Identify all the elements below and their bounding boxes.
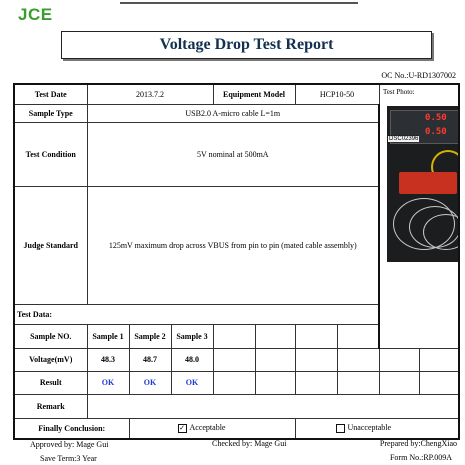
acceptable-checkbox[interactable]: ✓ [179, 424, 185, 433]
voltage-value: 48.0 [171, 348, 213, 371]
test-board-image [399, 172, 457, 194]
oc-number: OC No.:U-RD1307002 [381, 71, 456, 80]
psu-display-1: 0.50 [425, 113, 447, 123]
unacceptable-label: Unacceptable [347, 423, 392, 433]
acceptable-option[interactable] [129, 418, 295, 439]
empty-cell [255, 371, 295, 394]
result-value: OK [87, 371, 129, 394]
sample-header: Sample 1 [87, 324, 129, 348]
prepared-by: Prepared by:ChengXiao [379, 439, 457, 448]
empty-cell [295, 324, 337, 348]
result-value: OK [171, 371, 213, 394]
empty-cell [213, 324, 255, 348]
unacceptable-checkbox[interactable] [336, 424, 345, 433]
test-photo-cell [379, 84, 459, 348]
voltage-value: 48.3 [87, 348, 129, 371]
empty-cell [213, 348, 255, 371]
voltage-value: 48.7 [129, 348, 171, 371]
empty-cell [379, 348, 419, 371]
equipment-model-value: HCP10-50 [295, 84, 379, 104]
company-logo: JCE [18, 5, 53, 24]
empty-cell [337, 324, 379, 348]
result-value: OK [129, 371, 171, 394]
empty-cell [337, 348, 379, 371]
remark-label: Remark [14, 394, 87, 418]
remark-value [87, 394, 459, 418]
judge-standard-label: Judge Standard [14, 186, 87, 304]
result-label: Result [14, 371, 87, 394]
empty-cell [255, 324, 295, 348]
unacceptable-option[interactable] [295, 418, 459, 439]
voltage-label: Voltage(mV) [14, 348, 87, 371]
test-photo-label: Test Photo: [383, 88, 415, 96]
empty-cell [255, 348, 295, 371]
empty-cell [337, 371, 379, 394]
test-data-label: Test Data: [14, 304, 379, 324]
photo-tag: DSC02396 [389, 136, 419, 142]
test-date-value: 2013.7.2 [87, 84, 213, 104]
conclusion-label: Finally Conclusion: [14, 418, 129, 439]
test-condition-label: Test Condition [14, 122, 87, 186]
test-condition-value: 5V nominal at 500mA [87, 122, 379, 186]
checked-by: Checked by: Mage Gui [212, 439, 287, 448]
equipment-model-label: Equipment Model [213, 84, 295, 104]
judge-standard-value: 125mV maximum drop across VBUS from pin to pin (mated cable assembly) [87, 186, 379, 304]
acceptable-label: Acceptable [189, 423, 226, 433]
report-title: Voltage Drop Test Report [61, 31, 432, 59]
psu-display-2: 0.50 [425, 127, 447, 137]
empty-cell [295, 371, 337, 394]
test-photo [387, 106, 459, 262]
empty-cell [379, 371, 419, 394]
header-divider [120, 2, 358, 4]
sample-header: Sample 3 [171, 324, 213, 348]
sample-type-label: Sample Type [14, 104, 87, 122]
report-table [13, 83, 460, 440]
test-date-label: Test Date [14, 84, 87, 104]
sample-header: Sample 2 [129, 324, 171, 348]
approved-by: Approved by: Mage Gui [30, 440, 109, 449]
form-number: Form No.:RP.009A [389, 453, 452, 462]
empty-cell [419, 348, 459, 371]
empty-cell [419, 371, 459, 394]
sample-type-value: USB2.0 A-micro cable L=1m [87, 104, 379, 122]
save-term: Save Term:3 Year [40, 454, 97, 463]
empty-cell [295, 348, 337, 371]
empty-cell [213, 371, 255, 394]
sample-no-label: Sample NO. [14, 324, 87, 348]
